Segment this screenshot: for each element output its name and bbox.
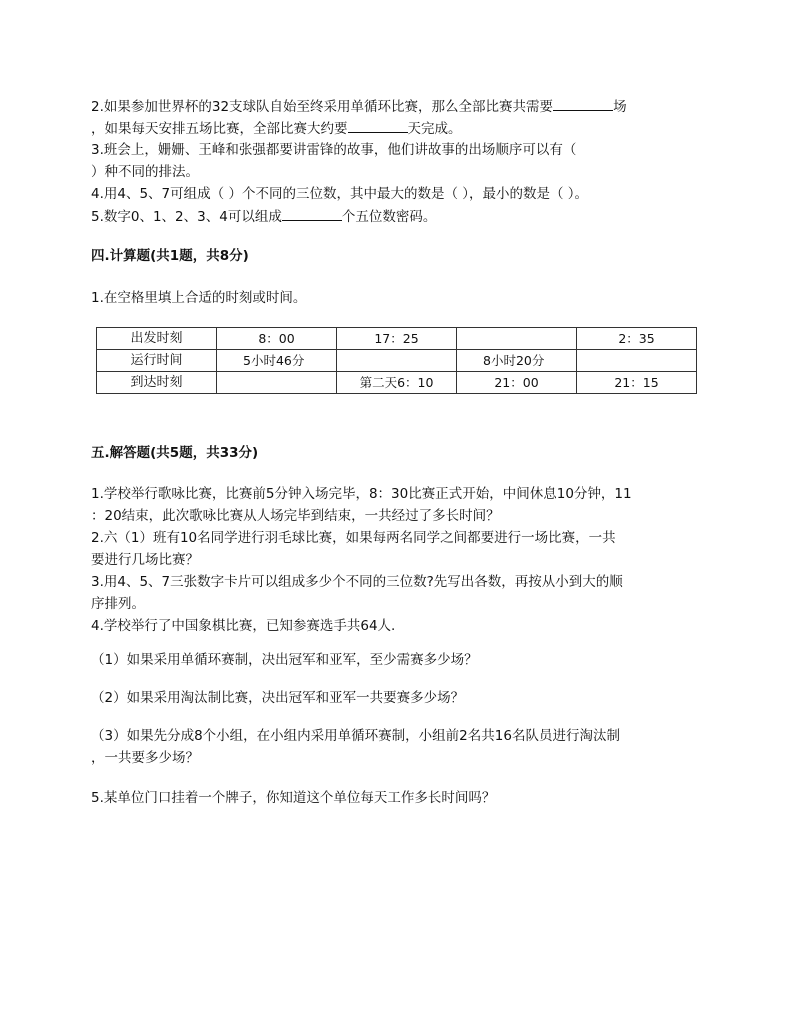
table-cell: 2：35 <box>577 328 697 350</box>
question-3-3-line-2: ）种不同的排法。 <box>91 164 199 180</box>
question-text: 天完成。 <box>407 121 462 137</box>
question-5-1-line-2: ：20结束，此次歌咏比赛从人场完毕到结束，一共经过了多长时间？ <box>91 508 500 524</box>
answer-blank[interactable] <box>282 206 342 221</box>
question-5-4-sub-3-line-1: （3）如果先分成8个小组，在小组内采用单循环赛制，小组前2名共16名队员进行淘汰制 <box>91 728 620 744</box>
question-4-1: 1.在空格里填上合适的时刻或时间。 <box>91 290 307 306</box>
question-5-3-line-1: 3.用4、5、7三张数字卡片可以组成多少个不同的三位数?先写出各数，再按从小到大的顺 <box>91 574 623 590</box>
table-cell-blank[interactable] <box>337 350 457 372</box>
table-cell-blank[interactable] <box>217 372 337 394</box>
question-3-2-line-1 <box>91 96 627 117</box>
table-cell-blank[interactable] <box>577 350 697 372</box>
table-cell: 8小时20分 <box>457 350 577 372</box>
section-4-heading: 四.计算题(共1题，共8分) <box>91 248 249 264</box>
table-cell: 21：15 <box>577 372 697 394</box>
question-5-4-sub-3-line-2: ，一共要多少场？ <box>91 750 199 766</box>
question-text: 个五位数密码。 <box>341 209 437 225</box>
table-cell: 17：25 <box>337 328 457 350</box>
question-3-5 <box>91 206 436 227</box>
answer-blank[interactable] <box>553 96 613 111</box>
question-5-4-sub-1: （1）如果采用单循环赛制，决出冠军和亚军，至少需赛多少场？ <box>91 652 478 668</box>
time-table <box>96 327 697 394</box>
row-label: 到达时刻 <box>97 372 217 394</box>
section-5-heading: 五.解答题(共5题，共33分) <box>91 445 259 461</box>
question-text: ，如果每天安排五场比赛，全部比赛大约要 <box>91 121 348 137</box>
question-3-4: 4.用4、5、7可组成（ ）个不同的三位数，其中最大的数是（ ），最小的数是（ ）。 <box>91 186 589 202</box>
question-5-4: 4.学校举行了中国象棋比赛，已知参赛选手共64人. <box>91 618 396 634</box>
answer-blank[interactable] <box>348 118 408 133</box>
table-row <box>97 350 697 372</box>
table-cell: 第二天6：10 <box>337 372 457 394</box>
table-cell: 8：00 <box>217 328 337 350</box>
table-cell: 21：00 <box>457 372 577 394</box>
question-text: 2.如果参加世界杯的32支球队自始至终采用单循环比赛，那么全部比赛共需要 <box>91 99 554 115</box>
question-5-2-line-1: 2.六（1）班有10名同学进行羽毛球比赛，如果每两名同学之间都要进行一场比赛，一共 <box>91 530 616 546</box>
question-5-3-line-2: 序排列。 <box>91 596 145 612</box>
table-cell: 5小时46分 <box>217 350 337 372</box>
row-label: 运行时间 <box>97 350 217 372</box>
question-text: 场 <box>613 99 627 115</box>
question-5-1-line-1: 1.学校举行歌咏比赛，比赛前5分钟入场完毕，8：30比赛正式开始，中间休息10分钟，11 <box>91 486 632 502</box>
table-row <box>97 328 697 350</box>
question-3-2-line-2 <box>91 118 462 139</box>
table-cell-blank[interactable] <box>457 328 577 350</box>
row-label: 出发时刻 <box>97 328 217 350</box>
table-row <box>97 372 697 394</box>
question-text: 5.数字0、1、2、3、4可以组成 <box>91 209 282 225</box>
question-5-2-line-2: 要进行几场比赛？ <box>91 552 199 568</box>
question-5-5: 5.某单位门口挂着一个牌子，你知道这个单位每天工作多长时间吗？ <box>91 790 496 806</box>
question-3-3-line-1: 3.班会上，姗姗、王峰和张强都要讲雷锋的故事，他们讲故事的出场顺序可以有（ <box>91 142 577 158</box>
question-5-4-sub-2: （2）如果采用淘汰制比赛，决出冠军和亚军一共要赛多少场？ <box>91 690 465 706</box>
